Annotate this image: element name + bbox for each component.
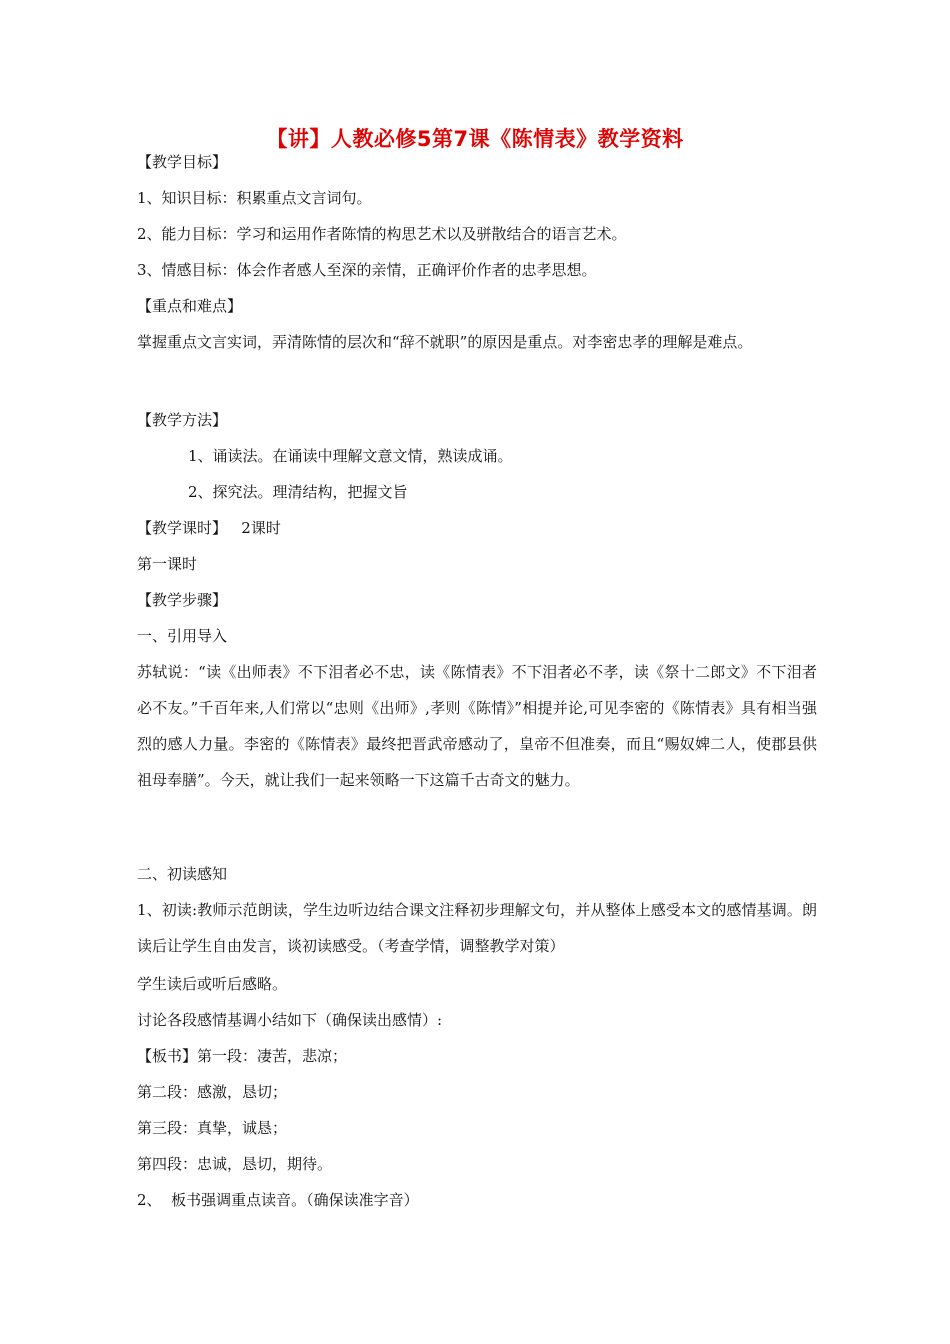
section-heading-methods: 【教学方法】 (137, 411, 228, 429)
objective-emotion: 3、情感目标：体会作者感人至深的亲情，正确评价作者的忠孝思想。 (137, 261, 597, 279)
first-reading-paragraph: 1、初读:教师示范朗读，学生边听边结合课文注释初步理解文句，并从整体上感受本文的感情基调。朗读后让学生自由发言，谈初读感受。（考查学情，调整教学对策） (137, 901, 817, 955)
method-reading: 1、诵读法。在诵读中理解文意文情，熟读成诵。 (188, 447, 513, 465)
board-paragraph-two: 第二段：感激，恳切； (137, 1083, 288, 1101)
section-heading-objectives: 【教学目标】 (137, 153, 228, 171)
section-heading-key-points: 【重点和难点】 (137, 297, 243, 315)
section-heading-hours: 【教学课时】 2课时 (137, 519, 281, 537)
pronunciation-note: 2、 板书强调重点读音。（确保读准字音） (137, 1191, 419, 1209)
key-points-paragraph: 掌握重点文言实词，弄清陈情的层次和“辞不就职”的原因是重点。对李密忠孝的理解是难点。 (137, 333, 753, 351)
objective-knowledge: 1、知识目标：积累重点文言词句。 (137, 189, 372, 207)
first-lesson-label: 第一课时 (137, 555, 198, 573)
board-paragraph-three: 第三段：真挚，诚恳； (137, 1119, 288, 1137)
document-title: 【讲】人教必修5第7课《陈情表》教学资料 (266, 127, 684, 151)
board-paragraph-one: 【板书】第一段：凄苦，悲凉； (137, 1047, 348, 1065)
step-one-heading: 一、引用导入 (137, 627, 228, 645)
step-two-heading: 二、初读感知 (137, 865, 228, 883)
objective-ability: 2、能力目标：学习和运用作者陈情的构思艺术以及骈散结合的语言艺术。 (137, 225, 627, 243)
method-inquiry: 2、探究法。理清结构，把握文旨 (188, 483, 408, 501)
student-reading-note: 学生读后或听后感略。 (137, 975, 288, 993)
discussion-summary-intro: 讨论各段感情基调小结如下（确保读出感情）: (137, 1011, 443, 1029)
introduction-paragraph: 苏轼说：“读《出师表》不下泪者必不忠，读《陈情表》不下泪者必不孝，读《祭十二郎文》不下泪者必不友。”千百年来,人们常以“忠则《出师》,孝则《陈情》”相提并论,可见李密的《陈情表》具有相当强烈的感人力量。李密的《陈情表》最终把晋武帝感动了，皇帝不但准奏，而且“赐奴婢二人，使郡县供祖母奉膳”。今天，就让我们一起来领略一下这篇千古奇文的魅力。 (137, 663, 817, 789)
board-paragraph-four: 第四段：忠诚，恳切，期待。 (137, 1155, 333, 1173)
section-heading-steps: 【教学步骤】 (137, 591, 228, 609)
